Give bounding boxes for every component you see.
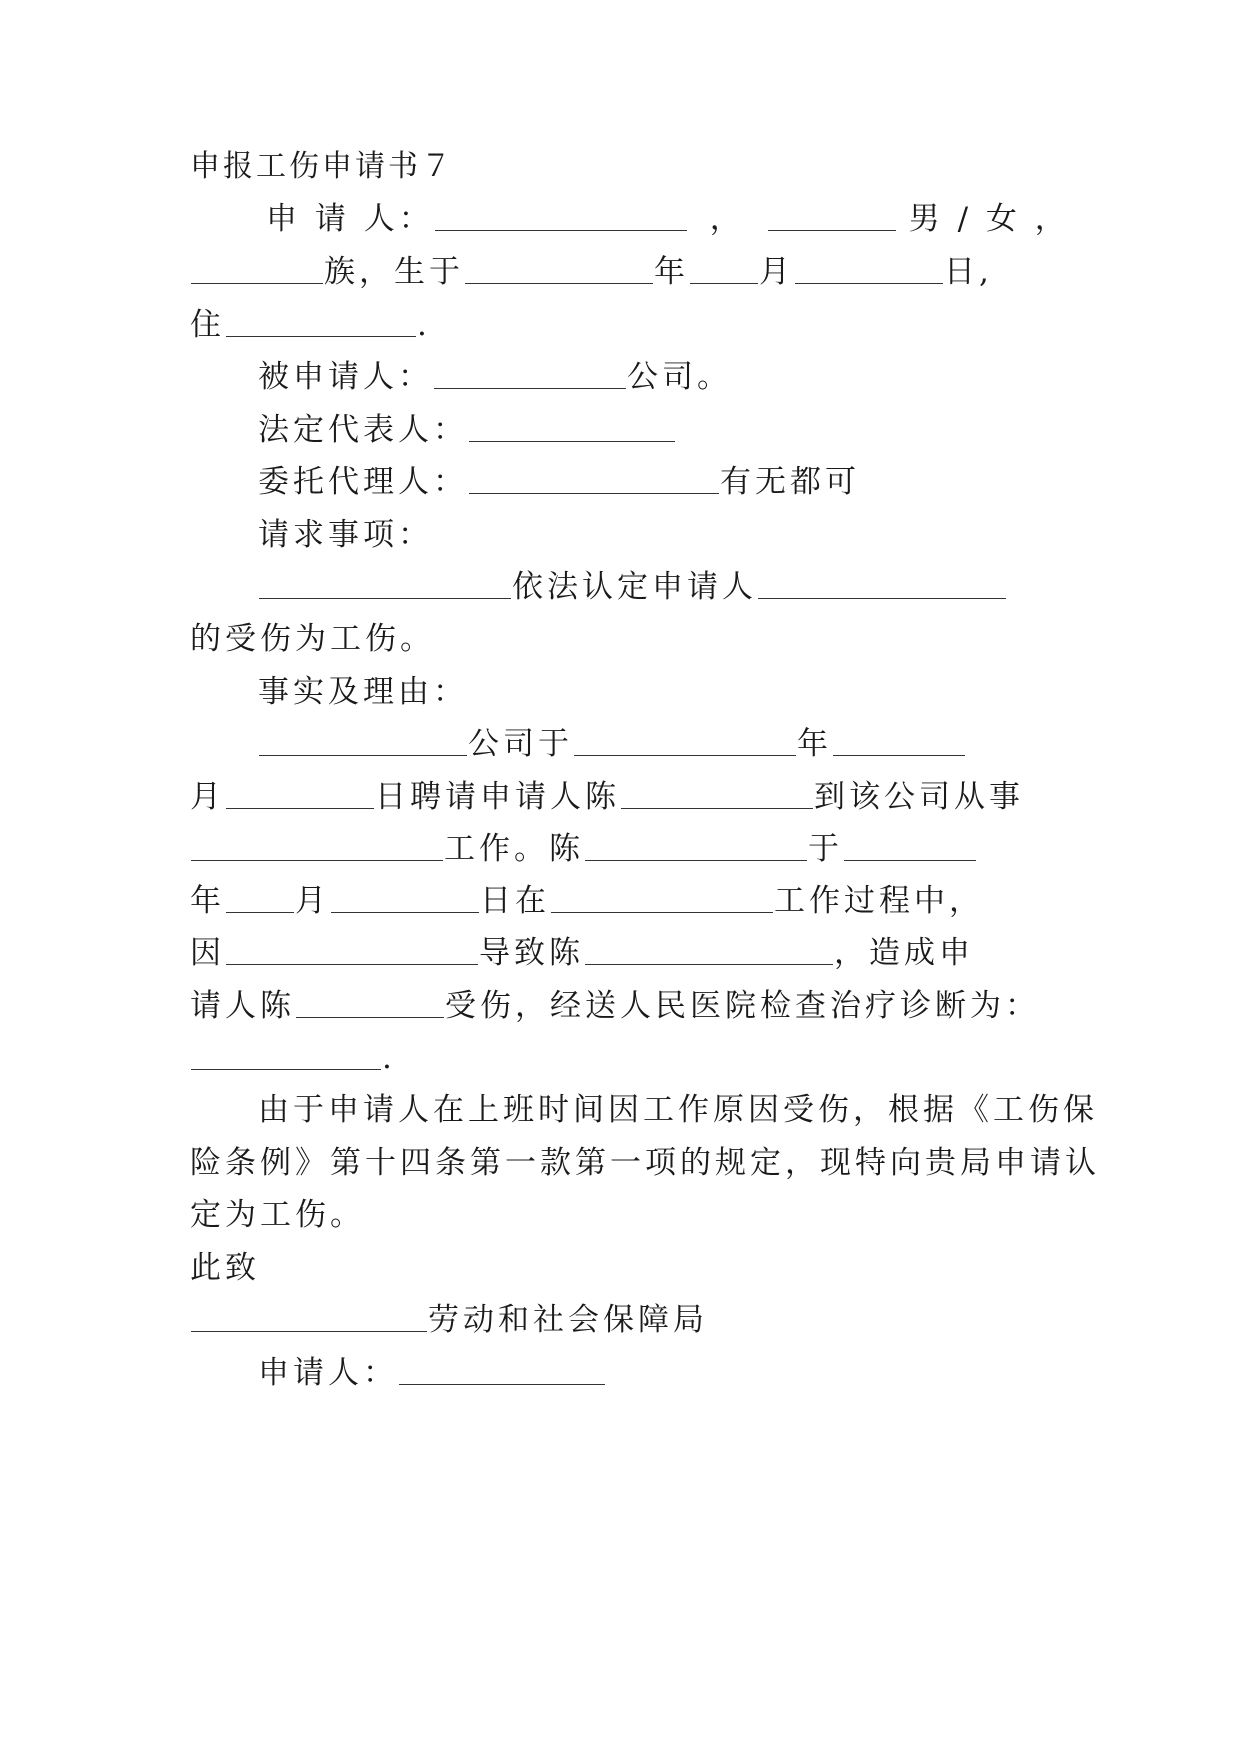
claims-bureau-blank[interactable]	[259, 568, 511, 599]
residence-period: .	[417, 307, 431, 343]
injury-day-blank[interactable]	[331, 882, 479, 913]
hire-day-blank[interactable]	[226, 778, 374, 809]
bureau-name: 劳动和社会保障局	[428, 1302, 708, 1338]
ethnicity-birth-label: 族，生于	[324, 254, 464, 290]
basis-line-2: 险条例》第十四条第一款第一项的规定，现特向贵局申请认	[190, 1145, 1100, 1181]
claims-heading: 请求事项：	[258, 517, 433, 553]
facts-l2-b: 日聘请申请人陈	[375, 779, 620, 815]
facts-line-4	[190, 881, 1060, 921]
ethnicity-blank[interactable]	[191, 253, 323, 284]
month-label: 月	[759, 254, 794, 290]
applicant-birth-line	[190, 252, 1060, 292]
bureau-line	[190, 1300, 1060, 1340]
diagnosis-blank[interactable]	[191, 1039, 381, 1070]
claims-line-2: 的受伤为工伤。	[190, 621, 435, 657]
respondent-line	[258, 357, 1128, 397]
day-label: 日,	[944, 254, 993, 290]
respondent-label: 被申请人：	[258, 359, 433, 395]
facts-l6-b: 受伤，经送人民医院检查治疗诊断为：	[445, 988, 1040, 1024]
applicant-gender: 男 / 女 ，	[908, 201, 1070, 237]
birth-day-blank[interactable]	[795, 253, 943, 284]
legal-rep-blank[interactable]	[469, 411, 675, 442]
facts-l1-b: 年	[797, 726, 832, 762]
applicant-comma: ，	[709, 201, 745, 237]
facts-l3-b: 于	[808, 831, 843, 867]
job-blank[interactable]	[191, 830, 443, 861]
basis-line-3: 定为工伤。	[190, 1197, 365, 1233]
birth-month-blank[interactable]	[690, 253, 758, 284]
injury-date-blank[interactable]	[844, 830, 976, 861]
injured-part-blank[interactable]	[296, 987, 444, 1018]
hire-year-blank-a[interactable]	[574, 725, 796, 756]
employee-name-blank[interactable]	[621, 778, 813, 809]
facts-l2-a: 月	[190, 779, 225, 815]
legal-rep-line	[258, 410, 1128, 450]
year-label: 年	[654, 254, 689, 290]
respondent-suffix: 公司。	[627, 359, 732, 395]
facts-line-1	[258, 724, 1128, 764]
agent-label: 委托代理人：	[258, 464, 468, 500]
basis-line-1: 由于申请人在上班时间因工作原因受伤，根据《工伤保	[258, 1092, 1098, 1128]
facts-line-3	[190, 829, 1060, 869]
birth-year-blank[interactable]	[465, 253, 653, 284]
document-title: 申报工伤申请书７	[190, 149, 454, 184]
residence-blank[interactable]	[226, 306, 416, 337]
facts-l5-b: 导致陈	[479, 935, 584, 971]
signature-line	[258, 1353, 1128, 1393]
claims-text-1: 依法认定申请人	[512, 569, 757, 605]
agent-suffix: 有无都可	[720, 464, 860, 500]
applicant-name-blank[interactable]	[435, 200, 687, 231]
signature-blank[interactable]	[399, 1354, 605, 1385]
bureau-blank[interactable]	[191, 1301, 427, 1332]
residence-label: 住	[190, 307, 225, 343]
claims-applicant-blank[interactable]	[758, 568, 1006, 599]
facts-line-2	[190, 777, 1060, 817]
injury-name-blank[interactable]	[585, 830, 807, 861]
facts-l4-d: 工作过程中，	[774, 883, 984, 919]
result-blank[interactable]	[585, 934, 833, 965]
cause-blank[interactable]	[226, 934, 478, 965]
applicant-label: 申 请 人：	[266, 201, 434, 237]
applicant-age-blank[interactable]	[768, 200, 896, 231]
facts-l1-a: 公司于	[468, 726, 573, 762]
agent-line	[258, 462, 1128, 502]
salutation: 此致	[190, 1250, 260, 1286]
respondent-blank[interactable]	[434, 358, 626, 389]
facts-l5-a: 因	[190, 935, 225, 971]
applicant-line	[266, 199, 1136, 239]
facts-l4-b: 月	[295, 883, 330, 919]
facts-l7-end: .	[382, 1040, 396, 1076]
facts-heading: 事实及理由：	[258, 674, 468, 710]
facts-line-7	[190, 1038, 1060, 1078]
legal-rep-label: 法定代表人：	[258, 412, 468, 448]
facts-l5-c: ，造成申	[834, 935, 974, 971]
signature-label: 申请人：	[258, 1355, 398, 1391]
facts-l4-a: 年	[190, 883, 225, 919]
agent-blank[interactable]	[469, 463, 719, 494]
facts-line-5	[190, 933, 1060, 973]
facts-l6-a: 请人陈	[190, 988, 295, 1024]
company-blank[interactable]	[259, 725, 467, 756]
residence-line	[190, 305, 1060, 345]
hire-year-blank-b[interactable]	[833, 725, 965, 756]
injury-month-blank[interactable]	[226, 882, 294, 913]
facts-line-6	[190, 986, 1060, 1026]
injury-place-blank[interactable]	[551, 882, 773, 913]
facts-l4-c: 日在	[480, 883, 550, 919]
facts-l3-a: 工作。陈	[444, 831, 584, 867]
facts-l2-c: 到该公司从事	[814, 779, 1024, 815]
claims-line-1	[258, 567, 1128, 607]
